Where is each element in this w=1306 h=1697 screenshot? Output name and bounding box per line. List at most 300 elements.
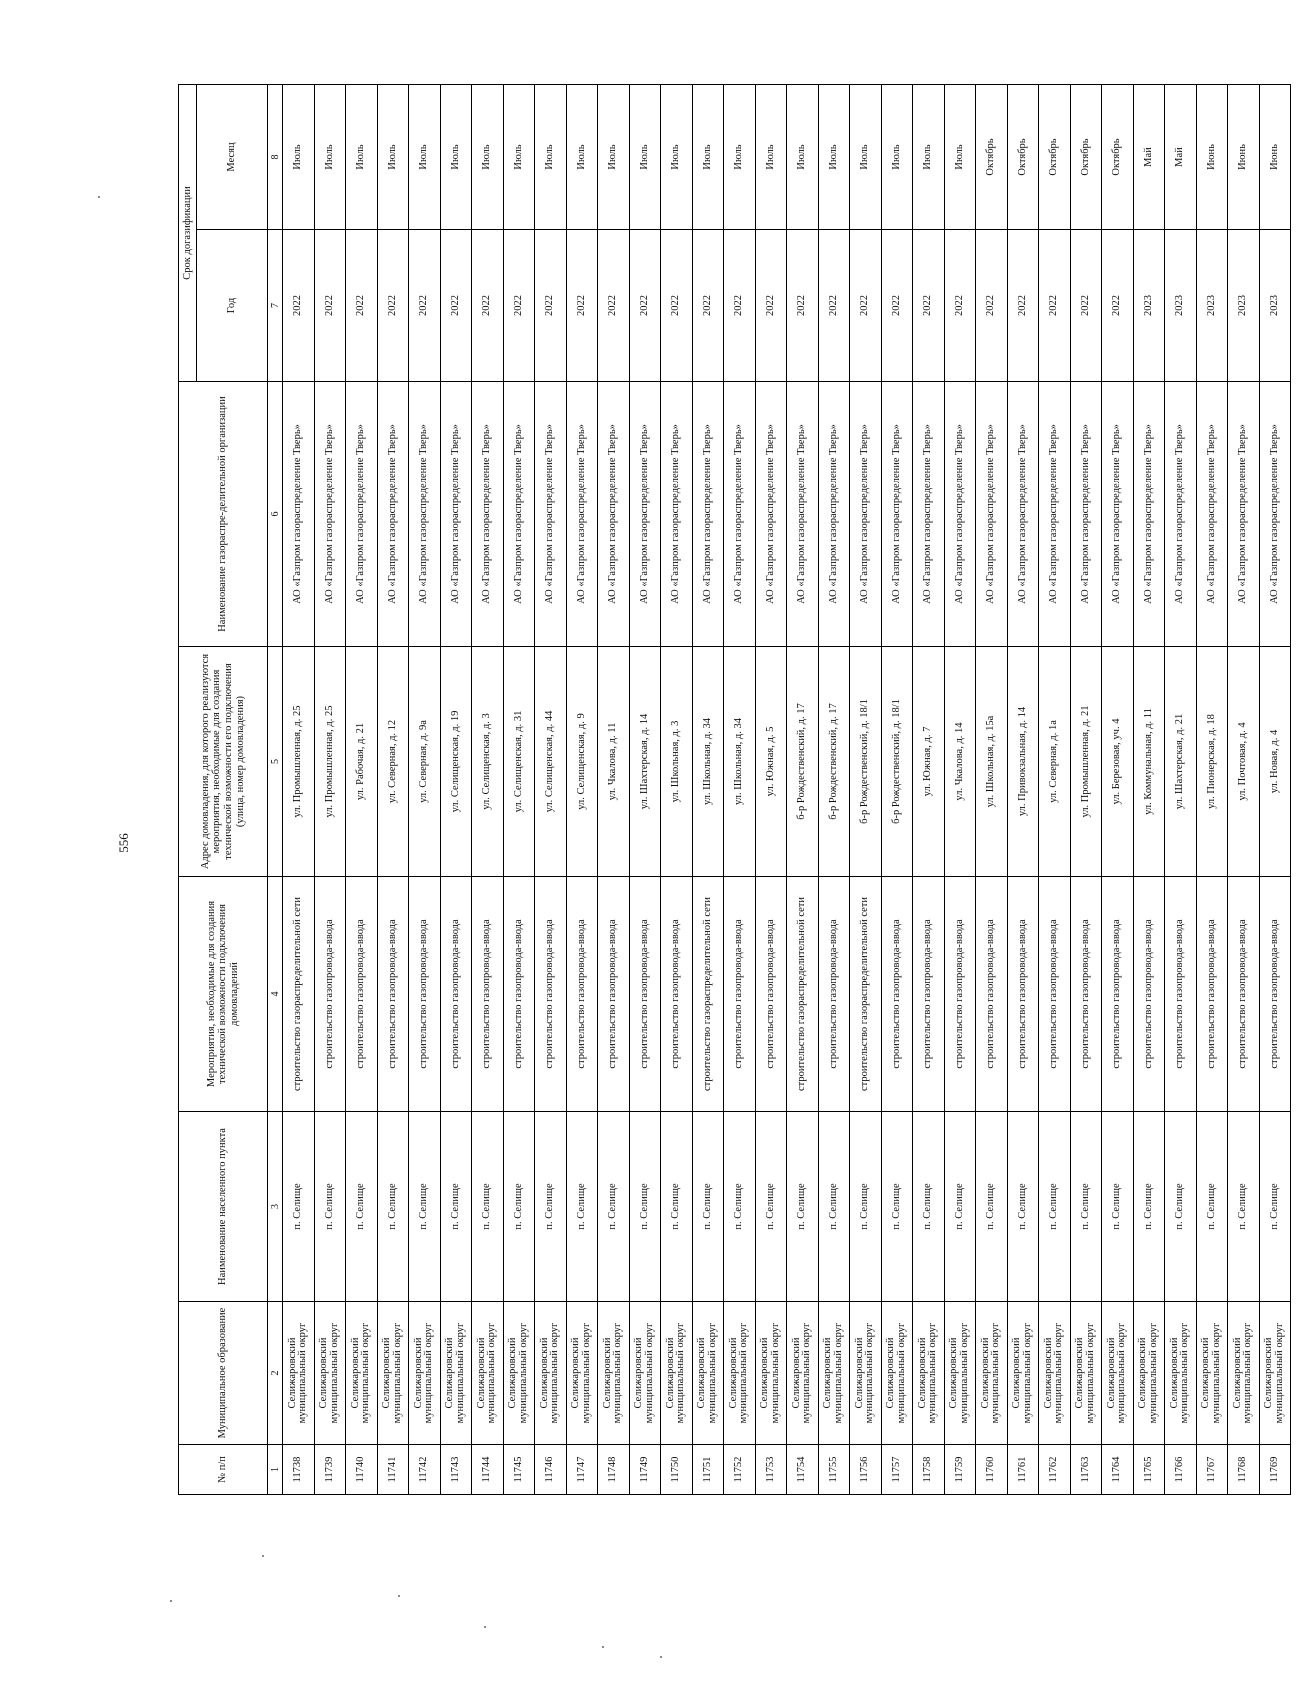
organization-cell: АО «Газпром газораспределение Тверь» [503, 382, 535, 647]
month-cell: Июнь [1259, 84, 1291, 229]
address-cell: ул. Коммунальная, д. 11 [1133, 647, 1165, 877]
organization-cell: АО «Газпром газораспределение Тверь» [913, 382, 945, 647]
month-cell: Июль [787, 84, 819, 229]
table-row [1039, 84, 1071, 1494]
month-cell: Июль [692, 84, 724, 229]
month-cell: Июль [944, 84, 976, 229]
rotated-table-container [178, 85, 1306, 1495]
measure-cell: строительство газопровода-ввода [314, 877, 346, 1112]
settlement-cell: п. Селище [755, 1112, 787, 1302]
measure-cell: строительство газопровода-ввода [440, 877, 472, 1112]
month-cell: Июнь [1196, 84, 1228, 229]
settlement-cell: п. Селище [1228, 1112, 1260, 1302]
header-settlement: Наименование населенного пункта [179, 1112, 268, 1302]
year-cell: 2022 [377, 230, 409, 382]
settlement-cell: п. Селище [818, 1112, 850, 1302]
municipality-cell: Селижаровский муниципальный округ [598, 1302, 630, 1445]
address-cell: ул. Школьная, д. 15а [976, 647, 1008, 877]
row-number-cell: 11755 [818, 1445, 850, 1495]
year-cell: 2022 [1039, 230, 1071, 382]
month-cell: Июль [535, 84, 567, 229]
month-cell: Октябрь [976, 84, 1008, 229]
municipality-cell: Селижаровский муниципальный округ [944, 1302, 976, 1445]
municipality-cell: Селижаровский муниципальный округ [787, 1302, 819, 1445]
row-number-cell: 11744 [472, 1445, 504, 1495]
table-row [976, 84, 1008, 1494]
year-cell: 2022 [346, 230, 378, 382]
month-cell: Июль [629, 84, 661, 229]
month-cell: Май [1133, 84, 1165, 229]
month-cell: Июль [440, 84, 472, 229]
column-number: 6 [268, 382, 283, 647]
scan-speck [484, 1626, 486, 1628]
table-row [661, 84, 693, 1494]
table-row [598, 84, 630, 1494]
table-row [850, 84, 882, 1494]
measure-cell: строительство газопровода-ввода [881, 877, 913, 1112]
measure-cell: строительство газопровода-ввода [1259, 877, 1291, 1112]
settlement-cell: п. Селище [1133, 1112, 1165, 1302]
row-number-cell: 11769 [1259, 1445, 1291, 1495]
settlement-cell: п. Селище [377, 1112, 409, 1302]
year-cell: 2022 [787, 230, 819, 382]
measure-cell: строительство газопровода-ввода [1165, 877, 1197, 1112]
table-row [1070, 84, 1102, 1494]
year-cell: 2022 [503, 230, 535, 382]
organization-cell: АО «Газпром газораспределение Тверь» [1007, 382, 1039, 647]
address-cell: ул. Селищенская, д. 3 [472, 647, 504, 877]
settlement-cell: п. Селище [1259, 1112, 1291, 1302]
column-number: 1 [268, 1445, 283, 1495]
settlement-cell: п. Селище [1039, 1112, 1071, 1302]
address-cell: ул. Селищенская, д. 31 [503, 647, 535, 877]
measure-cell: строительство газопровода-ввода [724, 877, 756, 1112]
row-number-cell: 11751 [692, 1445, 724, 1495]
row-number-cell: 11757 [881, 1445, 913, 1495]
address-cell: ул. Южная, д. 5 [755, 647, 787, 877]
address-cell: ул. Привокзальная, д. 14 [1007, 647, 1039, 877]
settlement-cell: п. Селище [472, 1112, 504, 1302]
column-number: 5 [268, 647, 283, 877]
address-cell: ул. Промышленная, д. 25 [283, 647, 315, 877]
municipality-cell: Селижаровский муниципальный округ [1102, 1302, 1134, 1445]
measure-cell: строительство газораспределительной сети [692, 877, 724, 1112]
row-number-cell: 11738 [283, 1445, 315, 1495]
table-row [787, 84, 819, 1494]
scan-speck [262, 1555, 264, 1557]
row-number-cell: 11764 [1102, 1445, 1134, 1495]
table-row [881, 84, 913, 1494]
year-cell: 2022 [566, 230, 598, 382]
year-cell: 2022 [409, 230, 441, 382]
municipality-cell: Селижаровский муниципальный округ [629, 1302, 661, 1445]
year-cell: 2023 [1259, 230, 1291, 382]
month-cell: Октябрь [1039, 84, 1071, 229]
month-cell: Июль [881, 84, 913, 229]
organization-cell: АО «Газпром газораспределение Тверь» [440, 382, 472, 647]
header-address: Адрес домовладения, для которого реализуются мероприятия, необходимые для создания технической возможности его подключения (улица, номер домовладения) [179, 647, 268, 877]
address-cell: б-р Рождественский, д. 18/1 [850, 647, 882, 877]
year-cell: 2022 [724, 230, 756, 382]
header-number: № п/п [179, 1445, 268, 1495]
table-row [724, 84, 756, 1494]
row-number-cell: 11747 [566, 1445, 598, 1495]
measure-cell: строительство газопровода-ввода [1039, 877, 1071, 1112]
row-number-cell: 11745 [503, 1445, 535, 1495]
measure-cell: строительство газопровода-ввода [346, 877, 378, 1112]
organization-cell: АО «Газпром газораспределение Тверь» [787, 382, 819, 647]
organization-cell: АО «Газпром газораспределение Тверь» [1133, 382, 1165, 647]
measure-cell: строительство газопровода-ввода [755, 877, 787, 1112]
address-cell: ул. Березовая, уч. 4 [1102, 647, 1134, 877]
year-cell: 2022 [661, 230, 693, 382]
measure-cell: строительство газопровода-ввода [944, 877, 976, 1112]
organization-cell: АО «Газпром газораспределение Тверь» [1196, 382, 1228, 647]
organization-cell: АО «Газпром газораспределение Тверь» [850, 382, 882, 647]
header-municipality: Муниципальное образование [179, 1302, 268, 1445]
municipality-cell: Селижаровский муниципальный округ [1007, 1302, 1039, 1445]
row-number-cell: 11765 [1133, 1445, 1165, 1495]
year-cell: 2022 [976, 230, 1008, 382]
measure-cell: строительство газопровода-ввода [629, 877, 661, 1112]
row-number-cell: 11750 [661, 1445, 693, 1495]
address-cell: ул. Северная, д. 12 [377, 647, 409, 877]
settlement-cell: п. Селище [913, 1112, 945, 1302]
row-number-cell: 11756 [850, 1445, 882, 1495]
address-cell: ул. Северная, д. 9а [409, 647, 441, 877]
organization-cell: АО «Газпром газораспределение Тверь» [976, 382, 1008, 647]
table-row [314, 84, 346, 1494]
settlement-cell: п. Селище [692, 1112, 724, 1302]
month-cell: Октябрь [1102, 84, 1134, 229]
settlement-cell: п. Селище [1007, 1112, 1039, 1302]
year-cell: 2022 [629, 230, 661, 382]
address-cell: б-р Рождественский, д. 17 [818, 647, 850, 877]
column-number: 3 [268, 1112, 283, 1302]
year-cell: 2022 [598, 230, 630, 382]
table-row [409, 84, 441, 1494]
table-body [283, 84, 1291, 1494]
year-cell: 2022 [692, 230, 724, 382]
organization-cell: АО «Газпром газораспределение Тверь» [629, 382, 661, 647]
table-row [1196, 84, 1228, 1494]
municipality-cell: Селижаровский муниципальный округ [1165, 1302, 1197, 1445]
address-cell: ул. Промышленная, д. 21 [1070, 647, 1102, 877]
row-number-cell: 11767 [1196, 1445, 1228, 1495]
settlement-cell: п. Селище [566, 1112, 598, 1302]
organization-cell: АО «Газпром газораспределение Тверь» [566, 382, 598, 647]
scan-speck [602, 1646, 604, 1648]
table-row [472, 84, 504, 1494]
settlement-cell: п. Селище [881, 1112, 913, 1302]
organization-cell: АО «Газпром газораспределение Тверь» [535, 382, 567, 647]
settlement-cell: п. Селище [1196, 1112, 1228, 1302]
column-number: 2 [268, 1302, 283, 1445]
month-cell: Июль [346, 84, 378, 229]
row-number-cell: 11742 [409, 1445, 441, 1495]
municipality-cell: Селижаровский муниципальный округ [1039, 1302, 1071, 1445]
header-row [179, 84, 197, 1494]
municipality-cell: Селижаровский муниципальный округ [1196, 1302, 1228, 1445]
address-cell: б-р Рождественский, д. 18/1 [881, 647, 913, 877]
year-cell: 2022 [472, 230, 504, 382]
year-cell: 2022 [913, 230, 945, 382]
month-cell: Июль [755, 84, 787, 229]
scan-speck [170, 1600, 172, 1602]
settlement-cell: п. Селище [1165, 1112, 1197, 1302]
address-cell: ул. Селищенская, д. 44 [535, 647, 567, 877]
organization-cell: АО «Газпром газораспределение Тверь» [598, 382, 630, 647]
address-cell: ул. Южная, д. 7 [913, 647, 945, 877]
measure-cell: строительство газопровода-ввода [409, 877, 441, 1112]
address-cell: ул. Почтовая, д. 4 [1228, 647, 1260, 877]
measure-cell: строительство газопровода-ввода [535, 877, 567, 1112]
year-cell: 2022 [440, 230, 472, 382]
year-cell: 2023 [1196, 230, 1228, 382]
municipality-cell: Селижаровский муниципальный округ [503, 1302, 535, 1445]
table-row [692, 84, 724, 1494]
row-number-cell: 11748 [598, 1445, 630, 1495]
year-cell: 2022 [314, 230, 346, 382]
month-cell: Октябрь [1070, 84, 1102, 229]
settlement-cell: п. Селище [283, 1112, 315, 1302]
row-number-cell: 11768 [1228, 1445, 1260, 1495]
measure-cell: строительство газопровода-ввода [1070, 877, 1102, 1112]
gasification-table [178, 84, 1291, 1495]
scan-speck [398, 1595, 400, 1597]
year-cell: 2022 [881, 230, 913, 382]
row-number-cell: 11766 [1165, 1445, 1197, 1495]
organization-cell: АО «Газпром газораспределение Тверь» [661, 382, 693, 647]
municipality-cell: Селижаровский муниципальный округ [724, 1302, 756, 1445]
municipality-cell: Селижаровский муниципальный округ [1259, 1302, 1291, 1445]
settlement-cell: п. Селище [314, 1112, 346, 1302]
municipality-cell: Селижаровский муниципальный округ [755, 1302, 787, 1445]
month-cell: Июль [598, 84, 630, 229]
municipality-cell: Селижаровский муниципальный округ [440, 1302, 472, 1445]
organization-cell: АО «Газпром газораспределение Тверь» [1228, 382, 1260, 647]
settlement-cell: п. Селище [976, 1112, 1008, 1302]
settlement-cell: п. Селище [503, 1112, 535, 1302]
header-month: Месяц [196, 84, 267, 229]
year-cell: 2023 [1165, 230, 1197, 382]
settlement-cell: п. Селище [787, 1112, 819, 1302]
address-cell: ул. Школьная, д. 34 [692, 647, 724, 877]
organization-cell: АО «Газпром газораспределение Тверь» [881, 382, 913, 647]
municipality-cell: Селижаровский муниципальный округ [409, 1302, 441, 1445]
municipality-cell: Селижаровский муниципальный округ [377, 1302, 409, 1445]
measure-cell: строительство газораспределительной сети [850, 877, 882, 1112]
address-cell: ул. Школьная, д. 3 [661, 647, 693, 877]
table-row [1259, 84, 1291, 1494]
month-cell: Июль [913, 84, 945, 229]
address-cell: ул. Северная, д. 1а [1039, 647, 1071, 877]
measure-cell: строительство газораспределительной сети [283, 877, 315, 1112]
row-number-cell: 11754 [787, 1445, 819, 1495]
table-row [566, 84, 598, 1494]
municipality-cell: Селижаровский муниципальный округ [566, 1302, 598, 1445]
month-cell: Июль [472, 84, 504, 229]
table-row [755, 84, 787, 1494]
settlement-cell: п. Селище [629, 1112, 661, 1302]
address-cell: ул. Шахтерская, д. 14 [629, 647, 661, 877]
settlement-cell: п. Селище [346, 1112, 378, 1302]
month-cell: Июль [314, 84, 346, 229]
scan-speck [660, 1656, 662, 1658]
month-cell: Октябрь [1007, 84, 1039, 229]
measure-cell: строительство газопровода-ввода [1133, 877, 1165, 1112]
organization-cell: АО «Газпром газораспределение Тверь» [692, 382, 724, 647]
year-cell: 2023 [1133, 230, 1165, 382]
row-number-cell: 11763 [1070, 1445, 1102, 1495]
month-cell: Июль [818, 84, 850, 229]
row-number-cell: 11760 [976, 1445, 1008, 1495]
organization-cell: АО «Газпром газораспределение Тверь» [314, 382, 346, 647]
organization-cell: АО «Газпром газораспределение Тверь» [472, 382, 504, 647]
measure-cell: строительство газопровода-ввода [1228, 877, 1260, 1112]
year-cell: 2022 [850, 230, 882, 382]
row-number-cell: 11746 [535, 1445, 567, 1495]
measure-cell: строительство газопровода-ввода [566, 877, 598, 1112]
organization-cell: АО «Газпром газораспределение Тверь» [818, 382, 850, 647]
row-number-cell: 11743 [440, 1445, 472, 1495]
year-cell: 2022 [283, 230, 315, 382]
table-row [629, 84, 661, 1494]
address-cell: ул. Шахтерская, д. 21 [1165, 647, 1197, 877]
organization-cell: АО «Газпром газораспределение Тверь» [1165, 382, 1197, 647]
row-number-cell: 11762 [1039, 1445, 1071, 1495]
municipality-cell: Селижаровский муниципальный округ [535, 1302, 567, 1445]
table-row [1133, 84, 1165, 1494]
organization-cell: АО «Газпром газораспределение Тверь» [346, 382, 378, 647]
month-cell: Июль [566, 84, 598, 229]
municipality-cell: Селижаровский муниципальный округ [692, 1302, 724, 1445]
month-cell: Май [1165, 84, 1197, 229]
municipality-cell: Селижаровский муниципальный округ [850, 1302, 882, 1445]
column-number: 4 [268, 877, 283, 1112]
address-cell: б-р Рождественский, д. 17 [787, 647, 819, 877]
organization-cell: АО «Газпром газораспределение Тверь» [755, 382, 787, 647]
municipality-cell: Селижаровский муниципальный округ [472, 1302, 504, 1445]
address-cell: ул. Чкалова, д. 11 [598, 647, 630, 877]
measure-cell: строительство газопровода-ввода [913, 877, 945, 1112]
month-cell: Июнь [1228, 84, 1260, 229]
page-number: 556 [116, 833, 131, 853]
municipality-cell: Селижаровский муниципальный округ [314, 1302, 346, 1445]
row-number-cell: 11752 [724, 1445, 756, 1495]
settlement-cell: п. Селище [535, 1112, 567, 1302]
organization-cell: АО «Газпром газораспределение Тверь» [1259, 382, 1291, 647]
column-numbers-row [268, 84, 283, 1494]
year-cell: 2022 [1007, 230, 1039, 382]
settlement-cell: п. Селище [1070, 1112, 1102, 1302]
measure-cell: строительство газопровода-ввода [818, 877, 850, 1112]
table-row [503, 84, 535, 1494]
organization-cell: АО «Газпром газораспределение Тверь» [1039, 382, 1071, 647]
row-number-cell: 11741 [377, 1445, 409, 1495]
year-cell: 2022 [535, 230, 567, 382]
address-cell: ул. Рабочая, д. 21 [346, 647, 378, 877]
municipality-cell: Селижаровский муниципальный округ [661, 1302, 693, 1445]
table-row [283, 84, 315, 1494]
address-cell: ул. Новая, д. 4 [1259, 647, 1291, 877]
settlement-cell: п. Селище [724, 1112, 756, 1302]
table-row [1102, 84, 1134, 1494]
measure-cell: строительство газопровода-ввода [1007, 877, 1039, 1112]
header-year: Год [196, 230, 267, 382]
month-cell: Июль [850, 84, 882, 229]
table-row [1228, 84, 1260, 1494]
row-number-cell: 11759 [944, 1445, 976, 1495]
settlement-cell: п. Селище [661, 1112, 693, 1302]
year-cell: 2022 [755, 230, 787, 382]
measure-cell: строительство газопровода-ввода [1102, 877, 1134, 1112]
settlement-cell: п. Селище [409, 1112, 441, 1302]
table-row [535, 84, 567, 1494]
month-cell: Июль [409, 84, 441, 229]
address-cell: ул. Селищенская, д. 9 [566, 647, 598, 877]
address-cell: ул. Пионерская, д. 18 [1196, 647, 1228, 877]
address-cell: ул. Чкалова, д. 14 [944, 647, 976, 877]
settlement-cell: п. Селище [850, 1112, 882, 1302]
month-cell: Июль [724, 84, 756, 229]
organization-cell: АО «Газпром газораспределение Тверь» [1102, 382, 1134, 647]
municipality-cell: Селижаровский муниципальный округ [1228, 1302, 1260, 1445]
row-number-cell: 11753 [755, 1445, 787, 1495]
year-cell: 2023 [1228, 230, 1260, 382]
settlement-cell: п. Селище [944, 1112, 976, 1302]
municipality-cell: Селижаровский муниципальный округ [976, 1302, 1008, 1445]
year-cell: 2022 [1102, 230, 1134, 382]
table-row [944, 84, 976, 1494]
year-cell: 2022 [944, 230, 976, 382]
measure-cell: строительство газораспределительной сети [787, 877, 819, 1112]
municipality-cell: Селижаровский муниципальный округ [1070, 1302, 1102, 1445]
municipality-cell: Селижаровский муниципальный округ [818, 1302, 850, 1445]
year-cell: 2022 [1070, 230, 1102, 382]
organization-cell: АО «Газпром газораспределение Тверь» [409, 382, 441, 647]
row-number-cell: 11761 [1007, 1445, 1039, 1495]
month-cell: Июль [661, 84, 693, 229]
settlement-cell: п. Селище [1102, 1112, 1134, 1302]
table-row [818, 84, 850, 1494]
measure-cell: строительство газопровода-ввода [598, 877, 630, 1112]
header-organization: Наименование газораспре-делительной организации [179, 382, 268, 647]
measure-cell: строительство газопровода-ввода [1196, 877, 1228, 1112]
municipality-cell: Селижаровский муниципальный округ [1133, 1302, 1165, 1445]
settlement-cell: п. Селище [598, 1112, 630, 1302]
column-number: 7 [268, 230, 283, 382]
measure-cell: строительство газопровода-ввода [472, 877, 504, 1112]
measure-cell: строительство газопровода-ввода [661, 877, 693, 1112]
year-cell: 2022 [818, 230, 850, 382]
settlement-cell: п. Селище [440, 1112, 472, 1302]
month-cell: Июль [503, 84, 535, 229]
municipality-cell: Селижаровский муниципальный округ [346, 1302, 378, 1445]
table-row [1007, 84, 1039, 1494]
address-cell: ул. Школьная, д. 34 [724, 647, 756, 877]
measure-cell: строительство газопровода-ввода [503, 877, 535, 1112]
address-cell: ул. Селищенская, д. 19 [440, 647, 472, 877]
table-row [346, 84, 378, 1494]
organization-cell: АО «Газпром газораспределение Тверь» [1070, 382, 1102, 647]
table-row [440, 84, 472, 1494]
organization-cell: АО «Газпром газораспределение Тверь» [724, 382, 756, 647]
header-deadline-group: Срок догазификации [179, 84, 197, 381]
row-number-cell: 11739 [314, 1445, 346, 1495]
table-row [377, 84, 409, 1494]
measure-cell: строительство газопровода-ввода [976, 877, 1008, 1112]
